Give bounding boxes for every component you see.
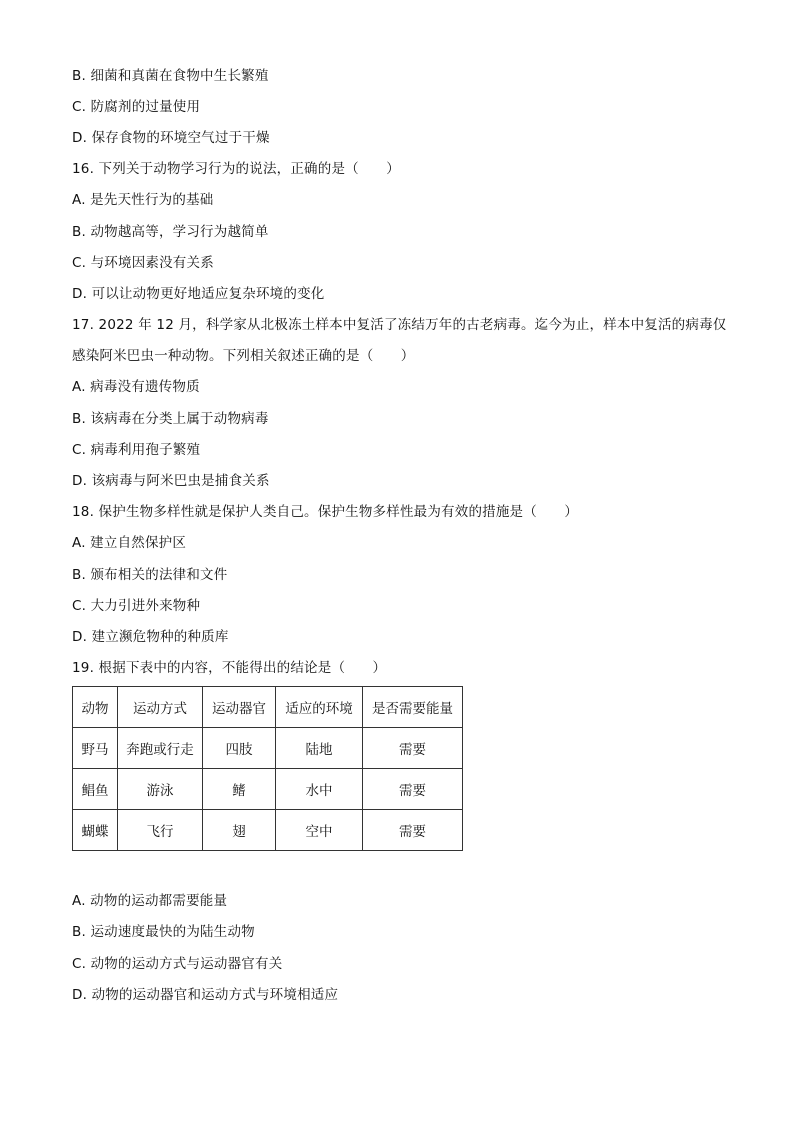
q17-option-b: B. 该病毒在分类上属于动物病毒: [72, 411, 269, 427]
q18-option-b: B. 颁布相关的法律和文件: [72, 567, 228, 583]
q19-option-d: D. 动物的运动器官和运动方式与环境相适应: [72, 987, 339, 1003]
table-header-cell: 是否需要能量: [363, 687, 463, 728]
table-cell: 需要: [363, 769, 463, 810]
q16-option-c: C. 与环境因素没有关系: [72, 255, 214, 271]
table-cell: 翅: [203, 810, 276, 851]
q16-stem: 16. 下列关于动物学习行为的说法，正确的是（ ）: [72, 161, 400, 177]
q19-stem: 19. 根据下表中的内容，不能得出的结论是（ ）: [72, 660, 387, 676]
q17-stem-line1: 17. 2022 年 12 月，科学家从北极冻土样本中复活了冻结万年的古老病毒。迄今为止，样本中复活的病毒仅: [72, 317, 727, 333]
q15-option-d: D. 保存食物的环境空气过于干燥: [72, 130, 270, 146]
q18-option-c: C. 大力引进外来物种: [72, 598, 201, 614]
table-cell: 游泳: [118, 769, 203, 810]
table-cell: 四肢: [203, 728, 276, 769]
table-cell: 需要: [363, 810, 463, 851]
q18-option-a: A. 建立自然保护区: [72, 535, 187, 551]
table-cell: 蝴蝶: [73, 810, 118, 851]
table-cell: 鳍: [203, 769, 276, 810]
q16-option-b: B. 动物越高等，学习行为越简单: [72, 224, 269, 240]
table-cell: 陆地: [276, 728, 363, 769]
q19-option-b: B. 运动速度最快的为陆生动物: [72, 924, 255, 940]
table-header-cell: 运动器官: [203, 687, 276, 728]
table-cell: 飞行: [118, 810, 203, 851]
table-cell: 野马: [73, 728, 118, 769]
table-cell: 鲳鱼: [73, 769, 118, 810]
q15-option-b: B. 细菌和真菌在食物中生长繁殖: [72, 68, 269, 84]
table-header-cell: 动物: [73, 687, 118, 728]
q17-stem-line2: 感染阿米巴虫一种动物。下列相关叙述正确的是（ ）: [72, 348, 415, 364]
q17-option-d: D. 该病毒与阿米巴虫是捕食关系: [72, 473, 270, 489]
animal-movement-table: [72, 686, 463, 851]
table-cell: 空中: [276, 810, 363, 851]
table-row: [73, 769, 463, 810]
table-row: [73, 728, 463, 769]
table-header-cell: 适应的环境: [276, 687, 363, 728]
q16-option-d: D. 可以让动物更好地适应复杂环境的变化: [72, 286, 325, 302]
q19-option-a: A. 动物的运动都需要能量: [72, 893, 228, 909]
table-cell: 水中: [276, 769, 363, 810]
table-row: [73, 810, 463, 851]
table-cell: 奔跑或行走: [118, 728, 203, 769]
q17-option-a: A. 病毒没有遗传物质: [72, 379, 200, 395]
table-cell: 需要: [363, 728, 463, 769]
q19-option-c: C. 动物的运动方式与运动器官有关: [72, 956, 283, 972]
q16-option-a: A. 是先天性行为的基础: [72, 192, 214, 208]
table-header-row: [73, 687, 463, 728]
q18-option-d: D. 建立濒危物种的种质库: [72, 629, 229, 645]
table-header-cell: 运动方式: [118, 687, 203, 728]
q18-stem: 18. 保护生物多样性就是保护人类自己。保护生物多样性最为有效的措施是（ ）: [72, 504, 579, 520]
q15-option-c: C. 防腐剂的过量使用: [72, 99, 201, 115]
q17-option-c: C. 病毒利用孢子繁殖: [72, 442, 201, 458]
